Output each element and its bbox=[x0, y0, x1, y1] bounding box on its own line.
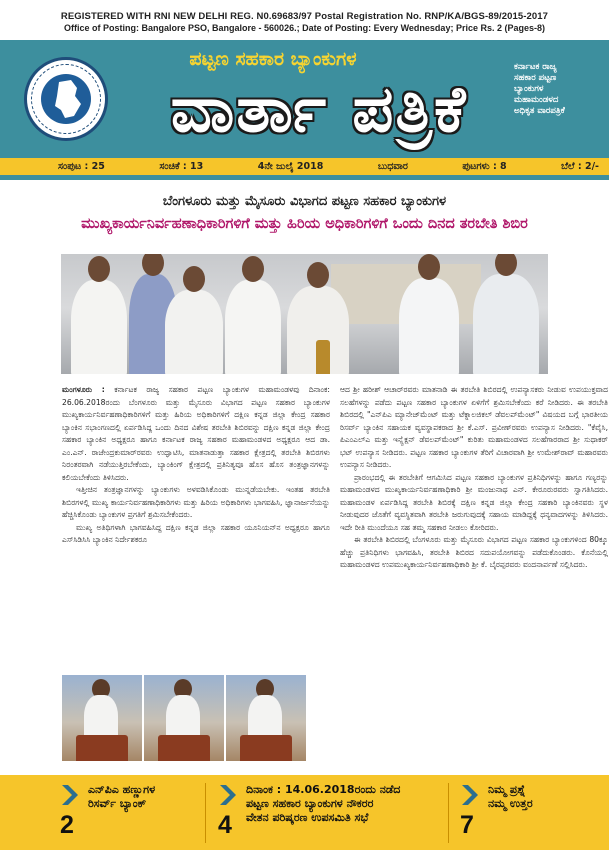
divider bbox=[0, 175, 609, 180]
footer-page-number: 2 bbox=[60, 811, 74, 839]
masthead-side-text bbox=[514, 62, 604, 117]
photo-person bbox=[473, 274, 539, 374]
inset-photo-speaker bbox=[226, 675, 306, 761]
chevron-right-icon bbox=[218, 783, 240, 807]
footer-item-page-7[interactable] bbox=[460, 775, 600, 850]
footer-line: ರಿಸರ್ವ್ ಬ್ಯಾಂಕ್ bbox=[88, 797, 147, 810]
weekday-label: ಬುಧವಾರ bbox=[377, 161, 408, 172]
footer-divider bbox=[205, 783, 206, 843]
footer-line: ನಮ್ಮ ಉತ್ತರ bbox=[488, 797, 533, 810]
registration-line-2: Office of Posting: Bangalore PSO, Bangalore - 560026.; Date of Posting: Every Wednesday; Price Rs. 2 (Pages-8) bbox=[64, 23, 545, 33]
article-paragraph: ಇತ್ತೀಚಿನ ತಂತ್ರಜ್ಞಾನಗಳನ್ನು ಬ್ಯಾಂಕುಗಳು ಅಳವಡಿಸಿಕೊಂಡು ಮುನ್ನಡೆಯಬೇಕು. ಇಂತಹ ತರಬೇತಿ ಶಿಬಿರಗಳಲ್ಲಿ ಮುಖ್ಯ ಕಾರ್ಯನಿರ್ವಹಣಾಧಿಕಾರಿಗಳು ಮತ್ತು ಹಿರಿಯ ಅಧಿಕಾರಿಗಳು ಭಾಗವಹಿಸಿ, ಜ್ಞಾನಾರ್ಜನೆಯನ್ನು ಹೆಚ್ಚಿಸಿಕೊಂಡು ಬ್ಯಾಂಕುಗಳ ಪ್ರಗತಿಗೆ ಶ್ರಮಿಸಬೇಕೆಂದರು. bbox=[62, 485, 330, 519]
issue-info-bar bbox=[0, 158, 609, 175]
registration-header bbox=[0, 0, 609, 33]
side-line: ಬ್ಯಾಂಕುಗಳ bbox=[514, 84, 544, 94]
photo-person bbox=[399, 278, 459, 374]
footer-line: ನಿಮ್ಮ ಪ್ರಶ್ನೆ bbox=[488, 783, 526, 796]
inset-photo-speaker bbox=[144, 675, 224, 761]
photo-person bbox=[165, 290, 223, 374]
article-column-left bbox=[62, 384, 330, 547]
article-paragraph bbox=[62, 384, 330, 484]
article-paragraph: ಆದ ಶ್ರೀ ಹರೀಶ್ ಆಚಾರ್‌ರವರು ಮಾತನಾಡಿ ಈ ತರಬೇತಿ ಶಿಬಿರದಲ್ಲಿ ಉಪನ್ಯಾಸಕರು ನೀಡುವ ಉಪಯುಕ್ತವಾದ ಸಲಹೆಗಳನ್ನು ಪಡೆದು ಪಟ್ಟಣ ಸಹಕಾರ ಬ್ಯಾಂಕುಗಳ ಏಳಿಗೆಗೆ ಶ್ರಮಿಸಬೇಕೆಂದು ಕರೆ ನೀಡಿದರು. ಈ ತರಬೇತಿ ಶಿಬಿರದಲ್ಲಿ "ಎನ್‌ಪಿಎ ಮ್ಯಾನೇಜ್‌ಮೆಂಟ್ ಮತ್ತು ಟೆಕ್ನಾಲಜಿಕಲ್ ಡೆವಲಪ್‌ಮೆಂಟ್" ವಿಷಯದ ಬಗ್ಗೆ ಭಾರತೀಯ ರಿಸರ್ವ್ ಬ್ಯಾಂಕಿನ ಸಹಾಯಕ ವ್ಯವಸ್ಥಾಪಕರಾದ ಶ್ರೀ ಕೆ.ಎಸ್. ಪ್ರವೀಣ್‌ರವರು ಉಪನ್ಯಾಸ ನೀಡಿದರು. "ಕೆವೈಸಿ, ಪಿಎಂಎಲ್‌ಎ ಮತ್ತು ಇನ್ಸ್ಪೆಕ್ಷನ್ ಡೆವಲಪ್‌ಮೆಂಟ್" ಕುರಿತು ಮಹಾಮಂಡಳದ ಸಲಹೆಗಾರರಾದ ಶ್ರೀ ಸುಧಾಕರ್ ಭಟ್ ಉಪನ್ಯಾಸ ನೀಡಿದರು. ಪಟ್ಟಣ ಸಹಕಾರ ಬ್ಯಾಂಕುಗಳ ತೆರಿಗೆ ವಿಚಾರವಾಗಿ ಶ್ರೀ ಉಮೇಶ್‌ರಾವ್ ಮಹಾರವರು ಉಪನ್ಯಾಸ ನೀಡಿದರು. bbox=[340, 385, 608, 469]
price-label: ಬೆಲೆ : 2/- bbox=[561, 161, 599, 172]
main-headline: ಮುಖ್ಯಕಾರ್ಯನಿರ್ವಹಣಾಧಿಕಾರಿಗಳಿಗೆ ಮತ್ತು ಹಿರಿಯ ಅಧಿಕಾರಿಗಳಿಗೆ ಒಂದು ದಿನದ ತರಬೇತಿ ಶಿಬಿರ bbox=[81, 216, 528, 232]
headline-kicker: ಬೆಂಗಳೂರು ಮತ್ತು ಮೈಸೂರು ವಿಭಾಗದ ಪಟ್ಟಣ ಸಹಕಾರ ಬ್ಯಾಂಕುಗಳ bbox=[162, 194, 447, 209]
masthead-title: ವಾರ್ತಾ ಪತ್ರಿಕೆ bbox=[170, 73, 468, 147]
side-line: ಮಹಾಮಂಡಳದ bbox=[514, 95, 559, 105]
podium bbox=[240, 735, 292, 761]
article-paragraph: ಪ್ರಾರಂಭದಲ್ಲಿ ಈ ತರಬೇತಿಗೆ ಆಗಮಿಸಿದ ಪಟ್ಟಣ ಸಹಕಾರ ಬ್ಯಾಂಕುಗಳ ಪ್ರತಿನಿಧಿಗಳನ್ನು ಹಾಗೂ ಗಣ್ಯರನ್ನು ಮಹಾಮಂಡಳದ ಮುಖ್ಯಕಾರ್ಯನಿರ್ವಹಣಾಧಿಕಾರಿ ಶ್ರೀ ಮಂಜುನಾಥ ಎನ್. ಕೇರೂರುರವರು ಸ್ವಾಗತಿಸಿದರು. ಮಹಾಮಂಡಳ ಏರ್ಪಡಿಸಿದ್ದ ತರಬೇತಿ ಶಿಬಿರಕ್ಕೆ ದಕ್ಷಿಣ ಕನ್ನಡ ಜಿಲ್ಲಾ ಕೇಂದ್ರ ಸಹಕಾರಿ ಬ್ಯಾಂಕಿನವರು ಸ್ಥಳ ನೀಡುವುದರ ಜೊತೆಗೆ ವ್ಯವಸ್ಥಿತವಾಗಿ ತರಬೇತಿ ಜರುಗುವುದಕ್ಕೆ ಸಹಾಯ ಮಾಡಿದ್ದಕ್ಕೆ ಧನ್ಯವಾದಗಳನ್ನು ತಿಳಿಸಿದರು. ಇದೇ ರೀತಿ ಮುಂದೆಯೂ ಸಹ ತಮ್ಮ ಸಹಕಾರ ನೀಡಲು ಕೋರಿದರು. bbox=[340, 472, 608, 532]
karnataka-map-icon bbox=[41, 74, 91, 124]
footer-item-page-4[interactable] bbox=[218, 775, 458, 850]
footer-item-text bbox=[488, 783, 533, 811]
chevron-right-icon bbox=[60, 783, 82, 807]
article-paragraph: ಈ ತರಬೇತಿ ಶಿಬಿರದಲ್ಲಿ ಬೆಂಗಳೂರು ಮತ್ತು ಮೈಸೂರು ವಿಭಾಗದ ಪಟ್ಟಣ ಸಹಕಾರ ಬ್ಯಾಂಕುಗಳಿಂದ 80ಕ್ಕೂ ಹೆಚ್ಚು ಪ್ರತಿನಿಧಿಗಳು ಭಾಗವಹಿಸಿ, ತರಬೇತಿ ಶಿಬಿರದ ಸದುಪಯೋಗವನ್ನು ಪಡೆದುಕೊಂಡರು. ಕೊನೆಯಲ್ಲಿ ಮಹಾಮಂಡಳದ ಉಪಮುಖ್ಯಕಾರ್ಯನಿರ್ವಹಣಾಧಿಕಾರಿ ಶ್ರೀ ಕೆ. ಬೈರಪ್ಪರವರು ವಂದನಾರ್ಪಣೆ ಸಲ್ಲಿಸಿದರು. bbox=[340, 535, 608, 569]
volume-label: ಸಂಪುಟ : 25 bbox=[58, 161, 105, 172]
podium bbox=[158, 735, 210, 761]
photo-person bbox=[71, 280, 127, 374]
masthead bbox=[0, 40, 609, 158]
footer-item-text bbox=[88, 783, 155, 811]
footer-page-number: 4 bbox=[218, 811, 232, 839]
photo-person bbox=[225, 280, 281, 374]
side-line: ಕರ್ನಾಟಕ ರಾಜ್ಯ bbox=[514, 62, 557, 72]
footer-divider bbox=[448, 783, 449, 843]
article-lead: ಮಂಗಳೂರು : bbox=[62, 385, 105, 394]
chevron-right-icon bbox=[460, 783, 482, 807]
issue-label: ಸಂಚಿಕೆ : 13 bbox=[159, 161, 204, 172]
footer-line: ಪಟ್ಟಣ ಸಹಕಾರ ಬ್ಯಾಂಕುಗಳ ನೌಕರರ bbox=[246, 797, 374, 810]
side-line: ಅಧಿಕೃತ ವಾರಪತ್ರಿಕೆ bbox=[514, 106, 565, 116]
footer-line: ವೇತನ ಪರಿಷ್ಕರಣ ಉಪಸಮಿತಿ ಸಭೆ bbox=[246, 811, 369, 824]
registration-line-1: REGISTERED WITH RNI NEW DELHI REG. N0.69683/97 Postal Registration No. RNP/KA/BGS-89/2015-2017 bbox=[60, 11, 549, 22]
paragraph-text: ಕರ್ನಾಟಕ ರಾಜ್ಯ ಸಹಕಾರ ಪಟ್ಟಣ ಬ್ಯಾಂಕುಗಳ ಮಹಾಮಂಡಳವು ದಿನಾಂಕ: 26.06.2018ರಂದು ಬೆಂಗಳೂರು ಮತ್ತು ಮೈಸೂರು ವಿಭಾಗದ ಪಟ್ಟಣ ಸಹಕಾರ ಬ್ಯಾಂಕುಗಳ ಮುಖ್ಯಕಾರ್ಯನಿರ್ವಹಣಾಧಿಕಾರಿಗಳಿಗೆ ಮತ್ತು ಹಿರಿಯ ಅಧಿಕಾರಿಗಳಿಗೆ ದಕ್ಷಿಣ ಕನ್ನಡ ಜಿಲ್ಲಾ ಕೇಂದ್ರ ಸಹಕಾರ ಬ್ಯಾಂಕಿನ ಸಭಾಂಗಣದಲ್ಲಿ ಏರ್ಪಡಿಸಿದ್ದ ಒಂದು ದಿನದ ವಿಶೇಷ ತರಬೇತಿ ಶಿಬಿರವನ್ನು ದಕ್ಷಿಣ ಕನ್ನಡ ಜಿಲ್ಲಾ ಕೇಂದ್ರ ಸಹಕಾರ ಬ್ಯಾಂಕಿನ ಅಧ್ಯಕ್ಷರೂ ಹಾಗೂ ಕರ್ನಾಟಕ ರಾಜ್ಯ ಸಹಕಾರ ಮಹಾಮಂಡಳದ ಅಧ್ಯಕ್ಷರೂ ಆದ ಡಾ. ಎಂ.ಎನ್. ರಾಜೇಂದ್ರಕುಮಾರ್‌ರವರು ಉದ್ಘಾಟಿಸಿ, ಮಾತನಾಡುತ್ತಾ ಸಹಕಾರ ಕ್ಷೇತ್ರದಲ್ಲಿ ತರಬೇತಿ ಶಿಬಿರಗಳು ನಿರಂತರವಾಗಿ ನಡೆಯುತ್ತಿರಬೇಕೆಂದು, ಬ್ಯಾಂಕಿಂಗ್ ಕ್ಷೇತ್ರದಲ್ಲಿ ಪ್ರತಿನಿತ್ಯವೂ ಹೊಸ ಹೊಸ ತಂತ್ರಜ್ಞಾನಗಳನ್ನು ಕಲಿಯಬೇಕೆಂದು ತಿಳಿಸಿದರು. bbox=[62, 385, 330, 482]
federation-logo bbox=[24, 57, 108, 141]
main-photo bbox=[61, 254, 548, 374]
footer-line: ಎನ್‌ಪಿಎ ಹಣ್ಣುಗಳ bbox=[88, 783, 156, 796]
inset-photo-speaker bbox=[62, 675, 142, 761]
footer-line: ದಿನಾಂಕ : 14.06.2018ರಂದು ನಡೆದ bbox=[246, 783, 401, 796]
podium bbox=[76, 735, 128, 761]
article-paragraph: ಮುಖ್ಯ ಅತಿಥಿಗಳಾಗಿ ಭಾಗವಹಿಸಿದ್ದ ದಕ್ಷಿಣ ಕನ್ನಡ ಜಿಲ್ಲಾ ಸಹಕಾರ ಯೂನಿಯನ್‌ನ ಅಧ್ಯಕ್ಷರೂ ಹಾಗೂ ಎಸ್‌ಸಿಡಿಸಿಸಿ ಬ್ಯಾಂಕಿನ ನಿರ್ದೇಶಕರೂ bbox=[62, 522, 330, 544]
footer-page-number: 7 bbox=[460, 811, 474, 839]
article-column-right bbox=[340, 384, 608, 572]
lamp bbox=[316, 340, 330, 374]
issue-date: 4ನೇ ಜುಲೈ 2018 bbox=[257, 161, 324, 172]
masthead-subtitle: ಪಟ್ಟಣ ಸಹಕಾರ ಬ್ಯಾಂಕುಗಳ bbox=[189, 48, 357, 70]
footer-item-text bbox=[246, 783, 400, 825]
side-line: ಸಹಕಾರ ಪಟ್ಟಣ bbox=[514, 73, 557, 83]
footer-index bbox=[0, 775, 609, 850]
footer-item-page-2[interactable] bbox=[60, 775, 220, 850]
pages-label: ಪುಟಗಳು : 8 bbox=[462, 161, 507, 172]
